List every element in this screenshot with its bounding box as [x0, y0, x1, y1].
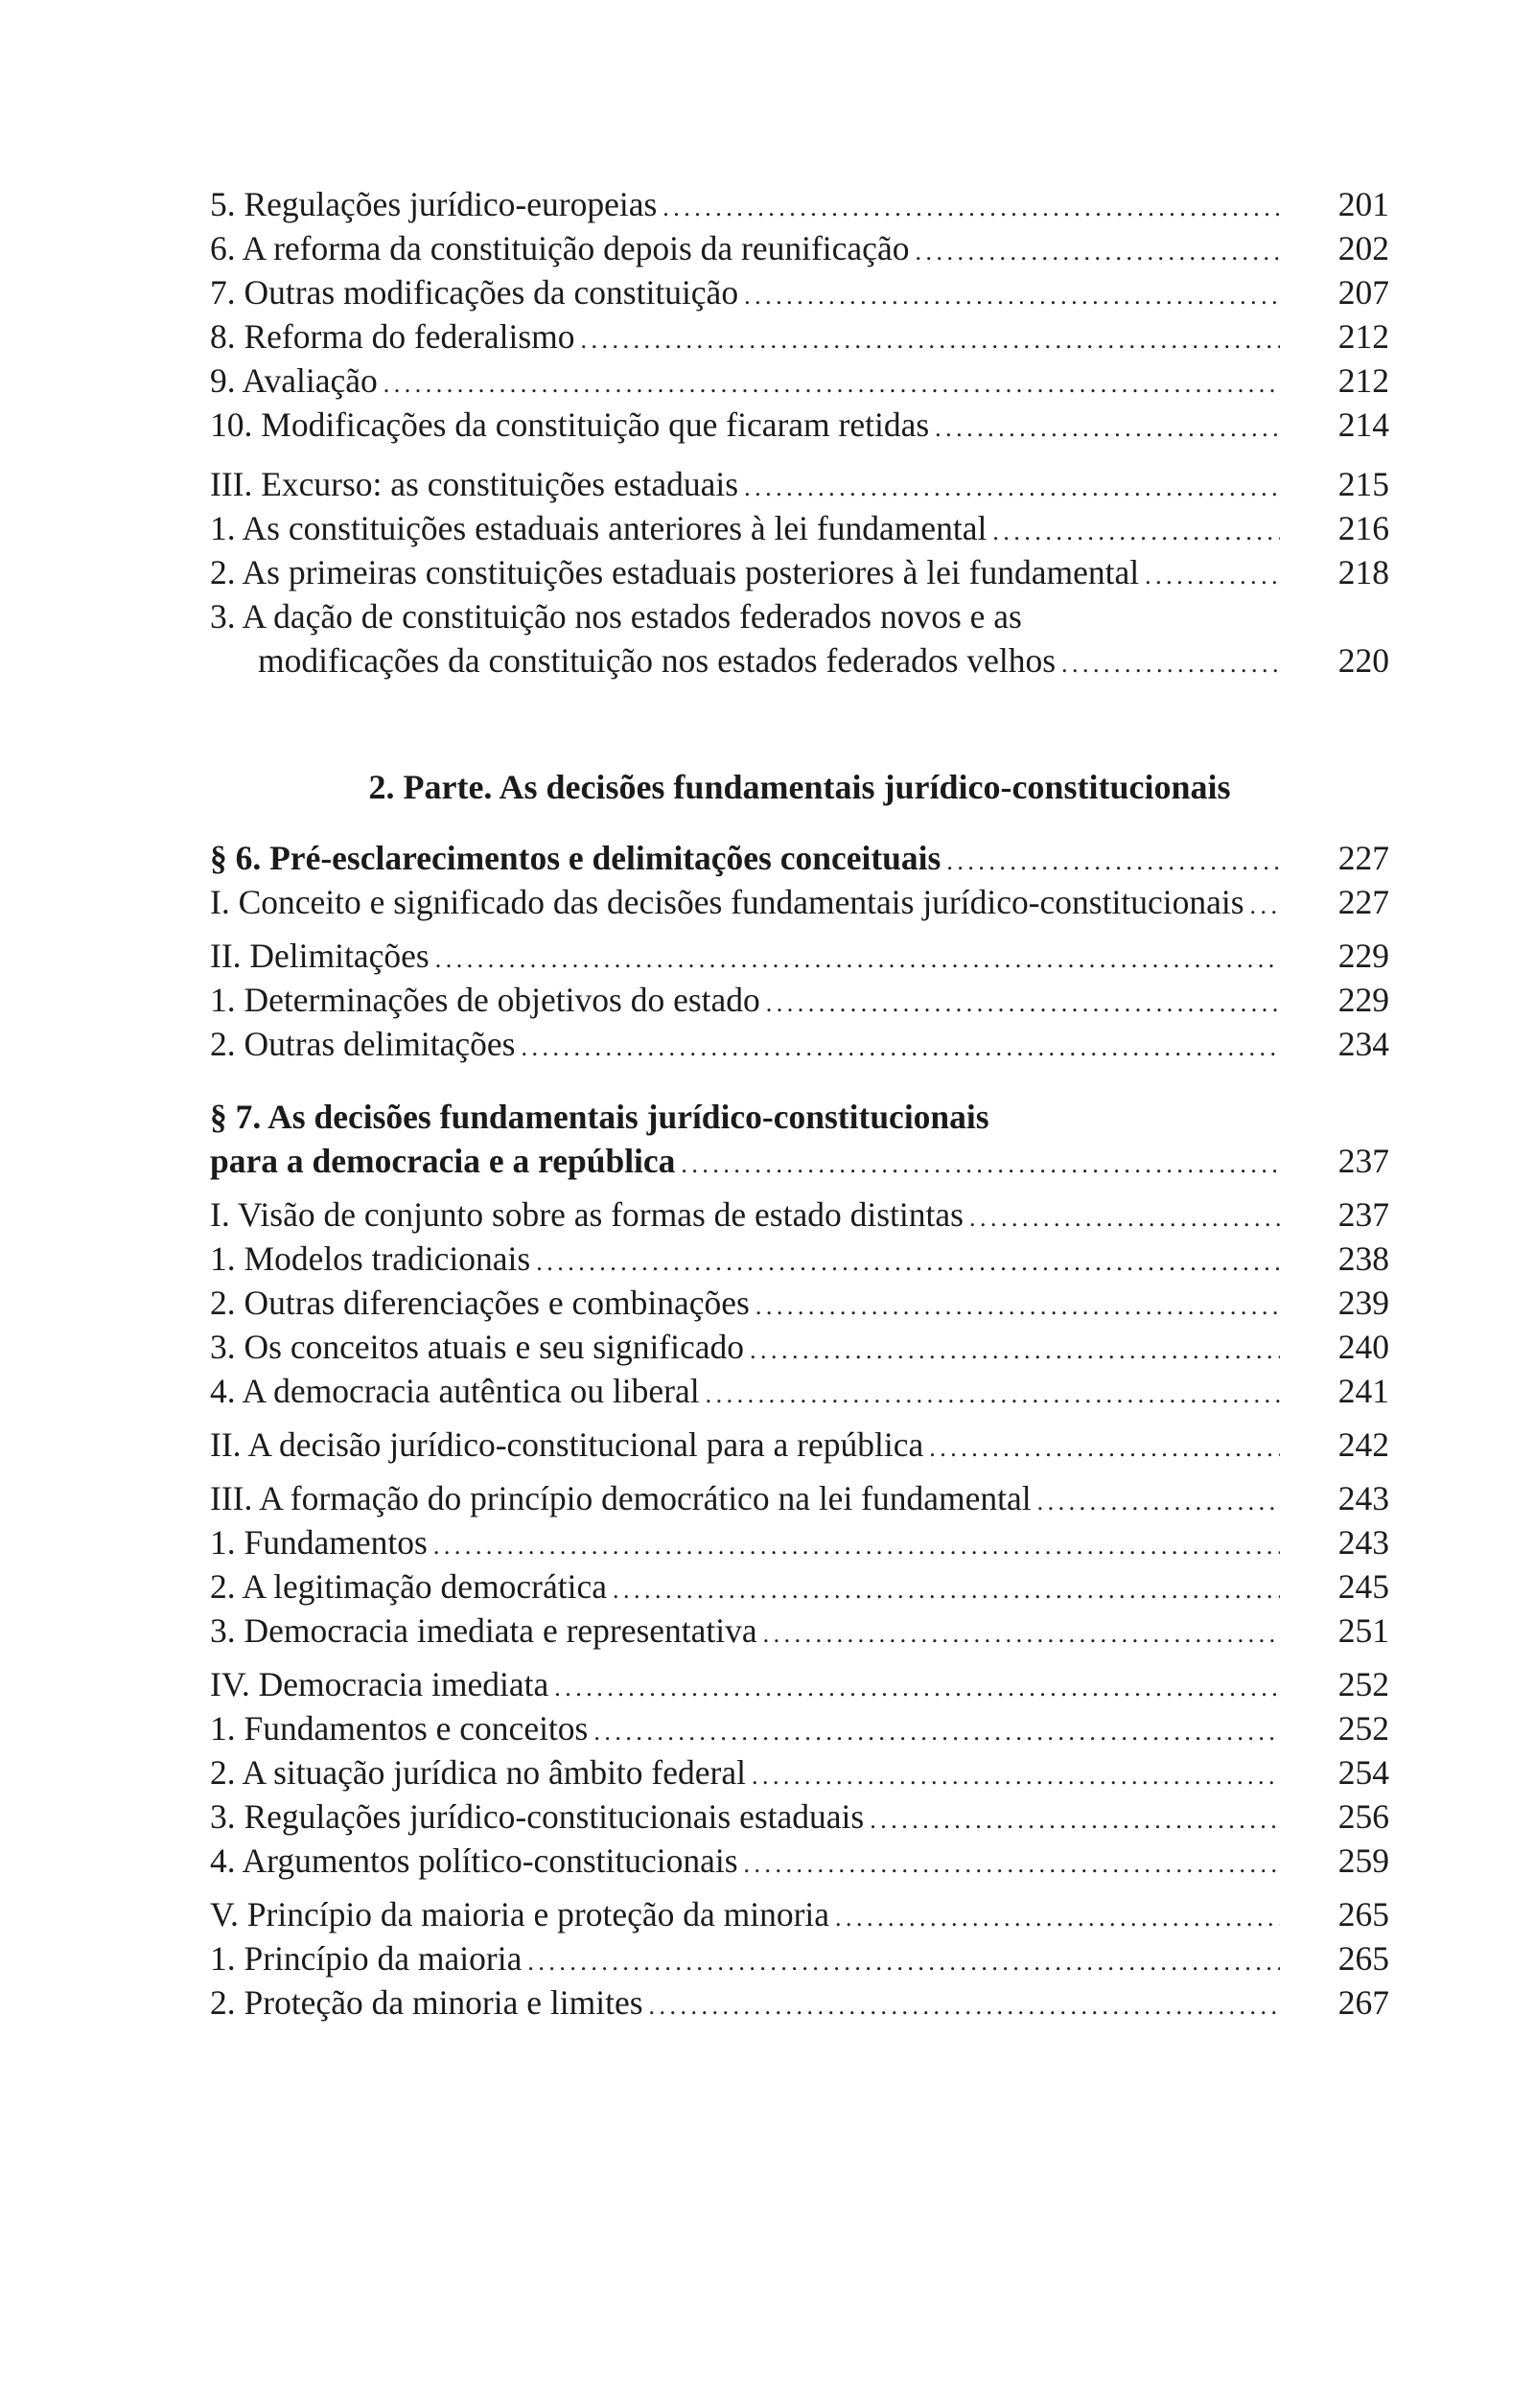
toc-page-number: 212	[1337, 317, 1389, 356]
toc-entry	[210, 550, 1389, 594]
toc-page-number: 229	[1337, 937, 1389, 975]
toc-entry	[210, 1750, 1389, 1794]
toc-entry-title: 3. Regulações jurídico-constitucionais estaduais	[210, 1797, 865, 1836]
toc-entry-title: § 6. Pré-esclarecimentos e delimitações conceituais	[210, 839, 941, 877]
toc-page-number: 218	[1337, 553, 1389, 591]
toc-entry	[210, 1369, 1389, 1413]
toc-entry-title: III. Excurso: as constituições estaduais	[210, 465, 739, 503]
dot-leader	[1037, 1480, 1280, 1524]
toc-entry-title: 3. Democracia imediata e representativa	[210, 1611, 757, 1650]
toc-page-number: 202	[1337, 229, 1389, 267]
toc-entry-title: 1. Modelos tradicionais	[210, 1239, 531, 1278]
toc-entry	[210, 314, 1389, 359]
toc-page-number: 201	[1337, 185, 1389, 223]
dot-leader	[554, 1666, 1280, 1710]
toc-page-number: 227	[1337, 839, 1389, 877]
dot-leader	[870, 1798, 1280, 1842]
toc-page-number: 242	[1337, 1425, 1389, 1464]
toc-entry-title: 3. Os conceitos atuais e seu significado	[210, 1328, 745, 1366]
toc-entry-title: 4. Argumentos político-constitucionais	[210, 1841, 738, 1880]
toc-entry-title: 3. A dação de constituição nos estados federados novos e as	[210, 597, 1022, 636]
toc-page-number: 238	[1337, 1239, 1389, 1278]
toc-entry	[210, 1794, 1389, 1839]
toc-entry-title: I. Conceito e significado das decisões fundamentais jurídico-constitucionais	[210, 883, 1244, 921]
dot-leader	[706, 1373, 1280, 1417]
toc-entry-title: 8. Reforma do federalismo	[210, 317, 575, 356]
dot-leader	[662, 186, 1280, 230]
dot-leader	[935, 406, 1280, 451]
toc-entry	[210, 359, 1389, 403]
toc-page-number: 259	[1337, 1841, 1389, 1880]
dot-leader	[744, 466, 1280, 510]
toc-entry-title: III. A formação do princípio democrático na lei fundamental	[210, 1479, 1032, 1517]
dot-leader	[613, 1568, 1280, 1612]
dot-leader	[946, 840, 1280, 884]
toc-entry-title: 1. Determinações de objetivos do estado	[210, 981, 760, 1019]
toc-page-number: 220	[1337, 641, 1389, 680]
dot-leader	[992, 510, 1280, 554]
toc-entry	[210, 1564, 1389, 1609]
toc-entry	[210, 1520, 1389, 1564]
toc-page-number: 229	[1337, 981, 1389, 1019]
toc-page-number: 243	[1337, 1479, 1389, 1517]
toc-entry-title: 1. Fundamentos e conceitos	[210, 1709, 589, 1748]
dot-leader	[433, 1524, 1280, 1568]
section-heading	[210, 836, 1389, 880]
toc-entry	[210, 1192, 1389, 1237]
toc-page-number: 239	[1337, 1284, 1389, 1322]
toc-page-number: 254	[1337, 1753, 1389, 1792]
toc-entry	[210, 226, 1389, 270]
dot-leader	[593, 1710, 1280, 1754]
toc-entry-title: IV. Democracia imediata	[210, 1665, 549, 1703]
dot-leader	[755, 1285, 1280, 1329]
toc-entry-title: 1. As constituições estaduais anteriores à lei fundamental	[210, 509, 988, 547]
toc-page-number: 256	[1337, 1797, 1389, 1836]
toc-page-number: 241	[1337, 1372, 1389, 1410]
toc-entry-title: I. Visão de conjunto sobre as formas de estado distintas	[210, 1195, 964, 1234]
toc-page-number: 207	[1337, 273, 1389, 312]
toc-entry-title: 2. Proteção da minoria e limites	[210, 1983, 643, 2022]
toc-entry-title: 1. Fundamentos	[210, 1523, 428, 1562]
toc-entry-title: 2. Outras delimitações	[210, 1025, 516, 1063]
toc-page-number: 237	[1337, 1142, 1389, 1180]
dot-leader	[763, 1612, 1280, 1656]
toc-page-number: 265	[1337, 1939, 1389, 1978]
toc-entry-title: § 7. As decisões fundamentais jurídico-constitucionais	[210, 1098, 989, 1136]
dot-leader	[752, 1754, 1280, 1798]
dot-leader	[744, 274, 1280, 318]
toc-entry-title: II. Delimitações	[210, 937, 430, 975]
toc-page-number: 252	[1337, 1665, 1389, 1703]
dot-leader	[536, 1240, 1280, 1285]
toc-page-number: 234	[1337, 1025, 1389, 1063]
toc-entry-title: V. Princípio da maioria e proteção da minoria	[210, 1895, 830, 1933]
toc-entry	[210, 1980, 1389, 2025]
toc-entry-title: para a democracia e a república	[210, 1142, 676, 1180]
toc-entry	[210, 638, 1389, 683]
dot-leader	[527, 1940, 1280, 1984]
toc-page-number: 265	[1337, 1895, 1389, 1933]
toc-page-number: 245	[1337, 1567, 1389, 1606]
toc-entry	[210, 1237, 1389, 1281]
section-heading	[210, 1139, 1389, 1183]
toc-entry-title: 1. Princípio da maioria	[210, 1939, 523, 1978]
toc-entry	[210, 880, 1389, 924]
toc-entry	[210, 1022, 1389, 1066]
toc-entry	[210, 462, 1389, 506]
toc-entry	[210, 1281, 1389, 1325]
dot-leader	[929, 1426, 1280, 1470]
toc-entry-title: 5. Regulações jurídico-europeias	[210, 185, 658, 223]
toc-entry-title: 10. Modificações da constituição que ficaram retidas	[210, 405, 930, 444]
toc-entry	[210, 506, 1389, 550]
dot-leader	[581, 318, 1280, 362]
toc-entry	[210, 1706, 1389, 1750]
dot-leader	[744, 1842, 1280, 1887]
section-heading	[210, 1095, 1389, 1139]
toc-entry-title: 7. Outras modificações da constituição	[210, 273, 739, 312]
toc-entry-title: modificações da constituição nos estados federados velhos	[258, 641, 1057, 680]
dot-leader	[766, 982, 1280, 1026]
toc-entry-title: 9. Avaliação	[210, 361, 378, 400]
toc-entry	[210, 1609, 1389, 1653]
toc-page-number: 240	[1337, 1328, 1389, 1366]
toc-page-number: 237	[1337, 1195, 1389, 1234]
toc-entry-title: 2. A legitimação democrática	[210, 1567, 608, 1606]
toc-page-number: 252	[1337, 1709, 1389, 1748]
toc-entry	[210, 1936, 1389, 1980]
toc-entry-title: 6. A reforma da constituição depois da reunificação	[210, 229, 910, 267]
toc-entry	[210, 978, 1389, 1022]
toc-page-number: 215	[1337, 465, 1389, 503]
dot-leader	[435, 938, 1280, 982]
toc-entry-title: 2. As primeiras constituições estaduais posteriores à lei fundamental	[210, 553, 1140, 591]
dot-leader	[681, 1143, 1280, 1187]
toc-page-number: 212	[1337, 361, 1389, 400]
toc-page-number: 243	[1337, 1523, 1389, 1562]
toc-page-number: 251	[1337, 1611, 1389, 1650]
toc-entry-title: 2. Outras diferenciações e combinações	[210, 1284, 750, 1322]
dot-leader	[1250, 884, 1280, 928]
dot-leader	[1061, 642, 1280, 686]
dot-leader	[835, 1896, 1280, 1940]
toc-entry	[210, 1476, 1389, 1520]
toc-entry	[210, 1662, 1389, 1706]
toc-entry-title: 4. A democracia autêntica ou liberal	[210, 1372, 700, 1410]
toc-page-number: 214	[1337, 405, 1389, 444]
toc-entry-title: 2. A situação jurídica no âmbito federal	[210, 1753, 746, 1792]
dot-leader	[969, 1196, 1280, 1240]
toc-entry	[210, 270, 1389, 314]
dot-leader	[521, 1026, 1280, 1070]
toc-entry	[210, 1325, 1389, 1369]
toc-page-number: 227	[1337, 883, 1389, 921]
dot-leader	[750, 1329, 1280, 1373]
dot-leader	[915, 230, 1280, 274]
toc-entry	[210, 182, 1389, 226]
part-heading: 2. Parte. As decisões fundamentais jurídico-constitucionais	[368, 768, 1231, 806]
toc-entry-title: II. A decisão jurídico-constitucional para a república	[210, 1425, 924, 1464]
dot-leader	[649, 1984, 1280, 2028]
toc-entry	[210, 934, 1389, 978]
toc-entry	[210, 1892, 1389, 1936]
toc-page-number: 216	[1337, 509, 1389, 547]
dot-leader	[1145, 554, 1280, 598]
dot-leader	[384, 362, 1280, 406]
table-of-contents	[210, 182, 1389, 2025]
toc-entry-line	[210, 594, 1389, 638]
toc-entry	[210, 1423, 1389, 1467]
toc-entry	[210, 403, 1389, 447]
toc-page-number: 267	[1337, 1983, 1389, 2022]
toc-entry	[210, 1839, 1389, 1883]
